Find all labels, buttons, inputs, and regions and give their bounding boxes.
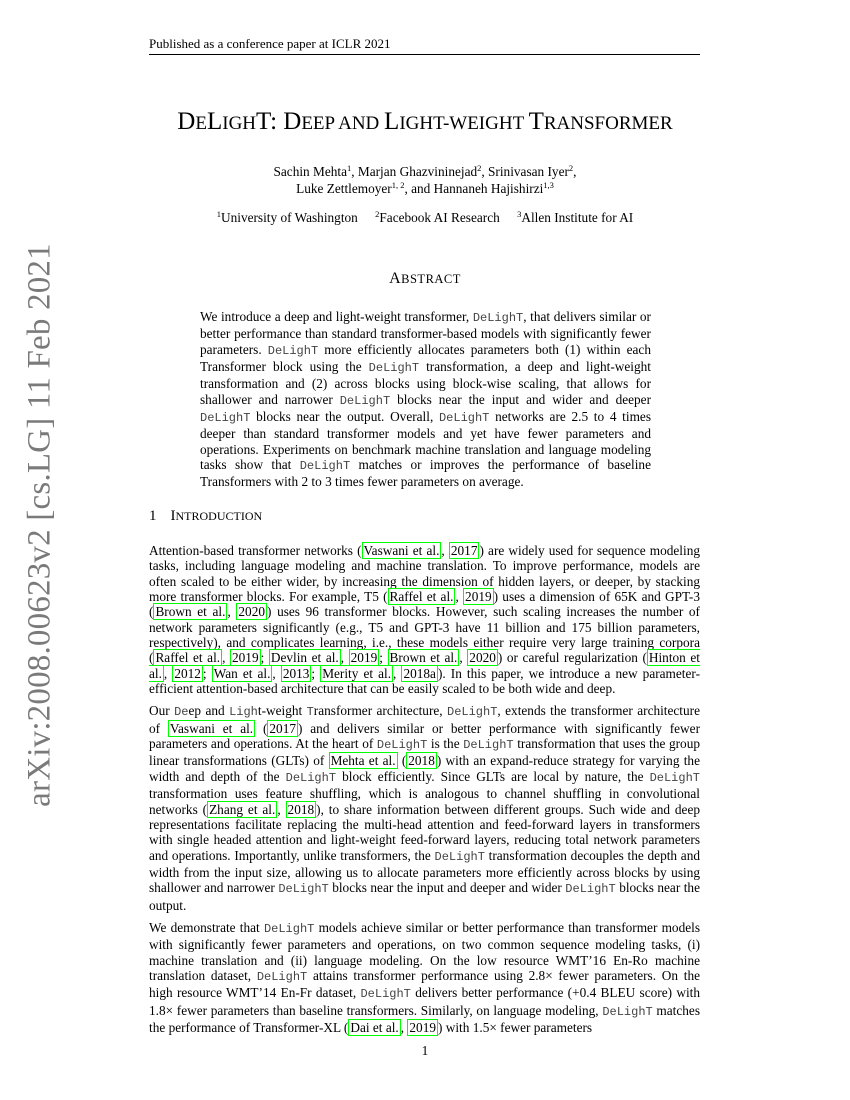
paragraph-2: Our Deep and Light-weight Transformer architecture, DeLighT, extends the transformer architecture of Vaswani et al. ( 2017 ) and delivers similar or better performance with significantly fewer parameters and operations. At the heart of DeLighT is the DeLighT transformation that uses the group linear transformations (GLTs) of Mehta et al. ( 2018 ) with an expand-reduce strategy for varying the width and depth of the DeLighT block efficiently. Since GLTs are local by nature, the DeLighT transformation uses feature shuffling, which is analogous to channel shuffling in convolutional networks ( Zhang et al. , 2018 ), to share information between different groups. Such wide and deep representations facilitate replacing the multi-head attention and feed-forward layers in transformers with single headed attention and light-weight feed-forward layers, reducing total network parameters and operations. Importantly, unlike transformers, the DeLighT transformation decouples the depth and width from the input size, allowing us to allocate parameters more efficiently across blocks by using shallower and narrower DeLighT blocks near the input and deeper and wider DeLighT blocks near the output. [149, 703, 701, 913]
abstract-heading: ABSTRACT [389, 270, 461, 287]
citation-link[interactable]: 2017 [269, 720, 296, 736]
citation-link[interactable]: 2012 [174, 665, 201, 681]
citation-link[interactable]: 2017 [450, 543, 478, 558]
citation-link[interactable]: Wan et al. [213, 665, 271, 681]
citation-link[interactable]: Merity et al. [322, 665, 392, 681]
citation-link[interactable]: Dai et al. [350, 1019, 399, 1035]
citation-link[interactable]: Devlin et al. [270, 650, 339, 666]
citation-link[interactable]: 2019 [409, 1019, 436, 1035]
citation-link[interactable]: 2019 [232, 650, 259, 666]
paper-title: DELIGHT: DEEP AND LIGHT-WEIGHT TRANSFORMER [177, 108, 673, 135]
affiliation: $^3$Allen Institute for AI [517, 209, 634, 225]
citation-link[interactable]: Brown et al. [155, 604, 226, 620]
affiliation: $^2$Facebook AI Research [375, 209, 500, 225]
citation-link[interactable]: Zhang et al. [209, 801, 276, 817]
introduction-body [149, 543, 700, 1042]
affiliation: $^1$University of Washington [216, 209, 358, 225]
citation-link[interactable]: Mehta et al. [330, 753, 396, 769]
affiliations [0, 209, 850, 226]
citation-link[interactable]: Raffel et al. [389, 589, 454, 605]
citation-link[interactable]: 2019 [465, 589, 492, 605]
citation-link[interactable]: 2018a [403, 665, 436, 681]
citation-link[interactable]: Brown et al. [389, 650, 458, 666]
citation-link[interactable]: Vaswani et al. [169, 720, 254, 736]
citation-link[interactable]: Hinton et al. [149, 650, 700, 681]
citation-link[interactable]: 2018 [408, 753, 435, 769]
abstract-text: We introduce a deep and light-weight transformer, DeLighT, that delivers similar or better performance than standard transformer-based models with significantly fewer parameters. DeLighT more efficiently allocates parameters both (1) within each Transformer block using the DeLighT transformation, a deep and light-weight transformation and (2) across blocks using block-wise scaling, that allows for shallower and narrower DeLighT blocks near the input and wider and deeper DeLighT blocks near the output. Overall, DeLighT networks are 2.5 to 4 times deeper than standard transformer models and yet have fewer parameters and operations. Experiments on benchmark machine translation and language modeling tasks show that DeLighT matches or improves the performance of baseline Transformers with 2 to 3 times fewer parameters on average. [200, 309, 652, 490]
citation-link[interactable]: 2020 [238, 604, 265, 620]
citation-link[interactable]: 2019 [350, 650, 378, 666]
citation-link[interactable]: 2018 [287, 801, 315, 817]
citation-link[interactable]: 2013 [282, 665, 310, 681]
paragraph-3: We demonstrate that DeLighT models achieve similar or better performance than transformer models with significantly fewer parameters and operations, on two common sequence modeling tasks, (i) machine translation and (ii) language modeling. On the low resource WMT’16 En-Ro machine translation dataset, DeLighT attains transformer performance using 2.8× fewer parameters. On the high resource WMT’14 En-Fr dataset, DeLighT delivers better performance (+0.4 BLEU score) with 1.8× fewer parameters than baseline transformers. Similarly, on language modeling, DeLighT matches the performance of Transformer-XL ( Dai et al. , 2019 ) with 1.5× fewer parameters [149, 919, 700, 1035]
paragraph-1: Attention-based transformer networks ( Vaswani et al. , 2017 ) are widely used for sequence modeling tasks, including language modeling and machine translation. To improve performance, models are often scaled to be either wider, by increasing the dimension of hidden layers, or deeper, by stacking more transformer blocks. For example, T5 ( Raffel et al. , 2019 ) uses a dimension of 65K and GPT-3 ( Brown et al. , 2020 ) uses 96 transformer blocks. However, such scaling increases the number of network parameters significantly (e.g., T5 and GPT-3 have 11 billion and 175 billion parameters, respectively), and complicates learning, i.e., these models either require very large training corpora ( Raffel et al. , 2019 ; Devlin et al. , 2019 ; Brown et al. , 2020 ) or careful regularization ( Hinton et al. , 2012 ; Wan et al. , 2013 ; Merity et al. , 2018a ). In this paper, we introduce a new parameter-efficient attention-based architecture that can be easily scaled to be both wide and deep. [149, 543, 700, 697]
running-header: Published as a conference paper at ICLR 2021 [149, 36, 700, 55]
author-list: Sachin Mehta$^1$, Marjan Ghazvininejad$^2$, Srinivasan Iyer$^2$, Luke Zettlemoyer$^{1, 2}$, and Hannaneh Hajishirzi$^{1,3}$ [273, 163, 577, 196]
citation-link[interactable]: Vaswani et al. [363, 543, 440, 558]
citation-link[interactable]: 2020 [469, 650, 496, 666]
section-heading-introduction: 1 INTRODUCTION [149, 508, 263, 524]
arxiv-stamp[interactable]: arXiv:2008.00623v2 [cs.LG] 11 Feb 2021 [21, 243, 58, 807]
page-number: 1 [421, 1043, 429, 1058]
citation-link[interactable]: Raffel et al. [155, 650, 221, 666]
